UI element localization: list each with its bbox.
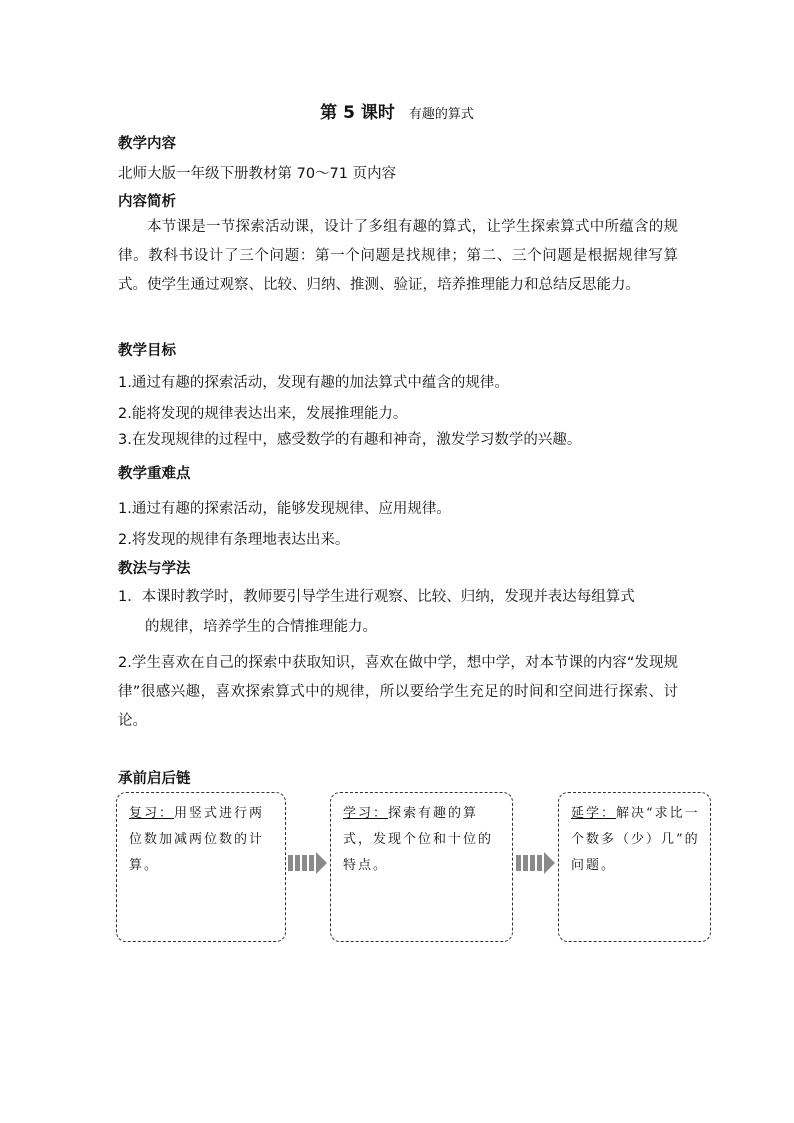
review-box <box>116 792 286 942</box>
extend-text: 解决“求比一个数多（少）几”的问题。 <box>571 806 700 873</box>
keypoints-heading: 教学重难点 <box>118 466 191 482</box>
page-title <box>0 98 794 123</box>
method-item-1: 1．本课时教学时，教师要引导学生进行观察、比较、归纳，发现并表达每组算式 <box>118 589 635 605</box>
method-item-1-cont: 的规律，培养学生的合情推理能力。 <box>145 619 377 635</box>
review-text: 用竖式进行两位数加减两位数的计算。 <box>129 806 265 873</box>
flow-arrow-icon <box>288 852 327 874</box>
learn-text: 探索有趣的算式，发现个位和十位的特点。 <box>343 806 494 873</box>
content-text: 北师大版一年级下册教材第 70～71 页内容 <box>118 166 397 182</box>
lesson-topic: 有趣的算式 <box>408 107 474 122</box>
analysis-heading: 内容简析 <box>118 194 176 210</box>
keypoint-item: 2.将发现的规律有条理地表达出来。 <box>118 532 350 548</box>
learn-box <box>330 792 513 942</box>
keypoint-item: 1.通过有趣的探索活动，能够发现规律、应用规律。 <box>118 501 451 517</box>
flow-arrow-icon <box>516 852 555 874</box>
review-label: 复习： <box>129 806 175 821</box>
method-item-2: 2.学生喜欢在自己的探索中获取知识，喜欢在做中学，想中学，对本节课的内容“发现规律”很感兴趣，喜欢探索算式中的规律，所以要给学生充足的时间和空间进行探索、讨论。 <box>118 655 678 729</box>
learn-label: 学习： <box>343 806 389 821</box>
links-heading: 承前启后链 <box>118 771 191 787</box>
goal-item: 3.在发现规律的过程中，感受数学的有趣和神奇，激发学习数学的兴趣。 <box>118 432 582 448</box>
analysis-paragraph: 本节课是一节探索活动课，设计了多组有趣的算式，让学生探索算式中所蕴含的规律。教科书设计了三个问题：第一个问题是找规律；第二、三个问题是根据规律写算式。使学生通过观察、比较、归纳、推测、验证，培养推理能力和总结反思能力。 <box>118 219 678 293</box>
goal-item: 2.能将发现的规律表达出来，发展推理能力。 <box>118 406 408 422</box>
goal-item: 1.通过有趣的探索活动，发现有趣的加法算式中蕴含的规律。 <box>118 375 509 391</box>
extend-label: 延学： <box>571 806 617 821</box>
lesson-number: 第 5 课时 <box>320 103 395 123</box>
content-heading: 教学内容 <box>118 136 176 152</box>
extend-box <box>558 792 711 942</box>
methods-heading: 教法与学法 <box>118 561 191 577</box>
goals-heading: 教学目标 <box>118 343 176 359</box>
